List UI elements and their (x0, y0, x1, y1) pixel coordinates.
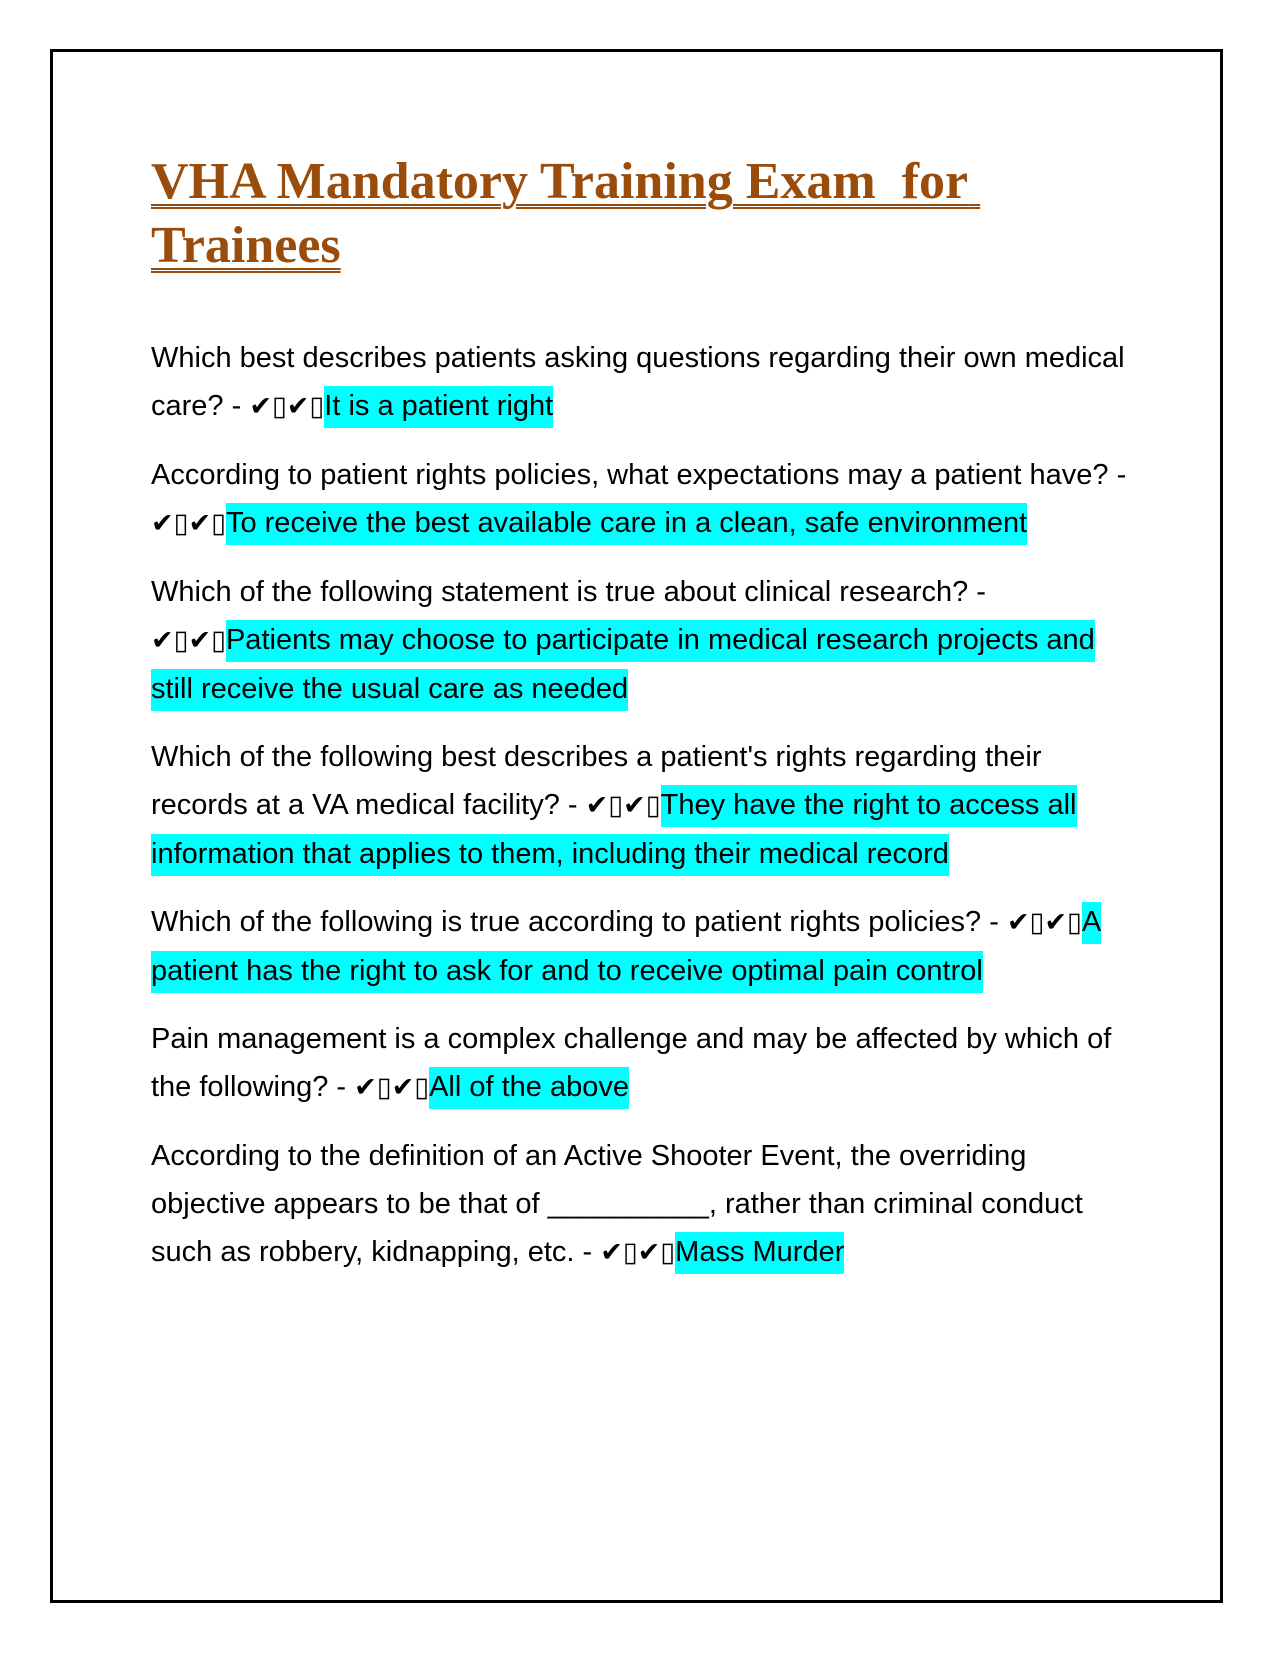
check-marks-icon: ✔▯✔▯ (151, 625, 226, 656)
qa-item-2 (151, 451, 1141, 548)
qa-item-7 (151, 1132, 1141, 1277)
check-marks-icon: ✔▯✔▯ (249, 391, 325, 422)
check-marks-icon: ✔▯✔▯ (354, 1072, 430, 1103)
document-body (151, 150, 1141, 1297)
qa-item-1 (151, 334, 1141, 431)
qa-item-4 (151, 733, 1141, 878)
question-text: Which of the following statement is true about clinical research? - (151, 576, 986, 608)
document-title: VHA Mandatory Training Exam for Trainees (151, 153, 981, 274)
answer-highlight: Mass Murder (675, 1232, 844, 1274)
question-text: According to the definition of an Active Shooter Event, the overriding objective appears to be that of __________, rather than criminal conduct such as robbery, kidnapping, etc. - (151, 1140, 1083, 1268)
question-text: Which best describes patients asking questions regarding their own medical care? - (151, 342, 1125, 422)
question-text: Which of the following best describes a patient's rights regarding their records at a VA medical facility? - (151, 741, 1042, 821)
check-marks-icon: ✔▯✔▯ (1006, 907, 1082, 938)
question-text: According to patient rights policies, what expectations may a patient have? - (151, 459, 1127, 491)
check-marks-icon: ✔▯✔▯ (600, 1237, 676, 1268)
qa-item-6 (151, 1015, 1141, 1112)
answer-highlight: To receive the best available care in a clean, safe environment (226, 503, 1027, 545)
question-text: Which of the following is true according to patient rights policies? - (151, 906, 1007, 938)
check-marks-icon: ✔▯✔▯ (585, 790, 661, 821)
answer-highlight: It is a patient right (324, 386, 553, 428)
answer-highlight: They have the right to access all information that applies to them, including their medical record (151, 785, 1077, 876)
answer-highlight: Patients may choose to participate in medical research projects and still receive the usual care as needed (151, 620, 1095, 711)
answer-highlight: A patient has the right to ask for and to receive optimal pain control (151, 902, 1101, 993)
qa-item-5 (151, 898, 1141, 995)
qa-item-3 (151, 568, 1141, 713)
answer-highlight: All of the above (429, 1067, 629, 1109)
question-text: Pain management is a complex challenge and may be affected by which of the following? - (151, 1023, 1112, 1103)
check-marks-icon: ✔▯✔▯ (151, 508, 226, 539)
